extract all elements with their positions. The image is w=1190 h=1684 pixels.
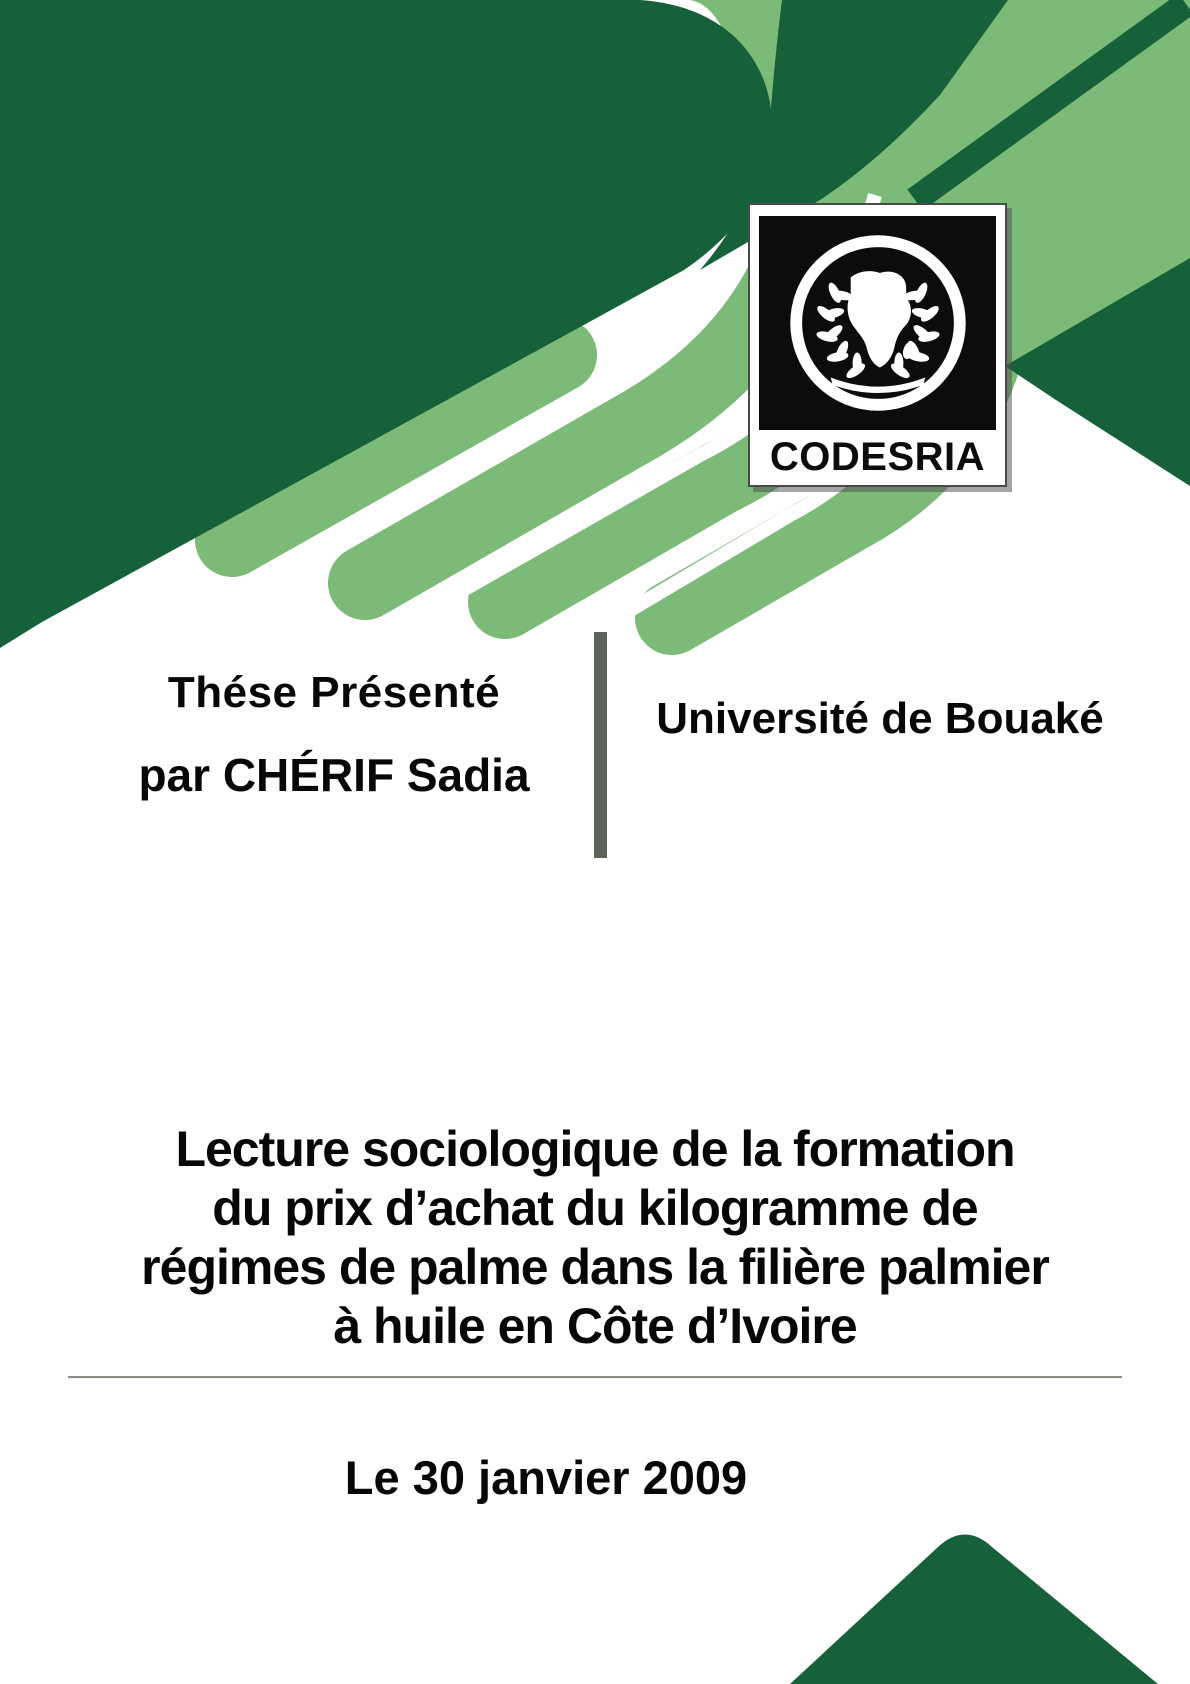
presenter-line1: Thése Présenté <box>167 668 501 717</box>
defense-date: Le 30 janvier 2009 <box>344 1451 748 1504</box>
mountain-shape <box>0 1519 1190 1684</box>
codesria-logo-box <box>748 203 1007 487</box>
presenter-line2: par CHÉRIF Sadia <box>138 749 530 801</box>
university-name: Université de Bouaké <box>656 694 1104 743</box>
thesis-title <box>0 1120 1190 1356</box>
horizontal-rule <box>68 1376 1122 1379</box>
thesis-title-line: du prix d’achat du kilogramme de <box>212 1180 978 1236</box>
header-artwork <box>0 0 1190 660</box>
africa-wreath-icon <box>778 223 978 423</box>
thesis-title-line: régimes de palme dans la filière palmier <box>141 1239 1049 1295</box>
codesria-logo <box>759 216 996 430</box>
thesis-title-line: Lecture sociologique de la formation <box>175 1121 1015 1177</box>
codesria-wordmark: CODESRIA <box>769 435 986 479</box>
vertical-divider <box>594 632 607 858</box>
thesis-title-line: à huile en Côte d’Ivoire <box>333 1298 857 1354</box>
